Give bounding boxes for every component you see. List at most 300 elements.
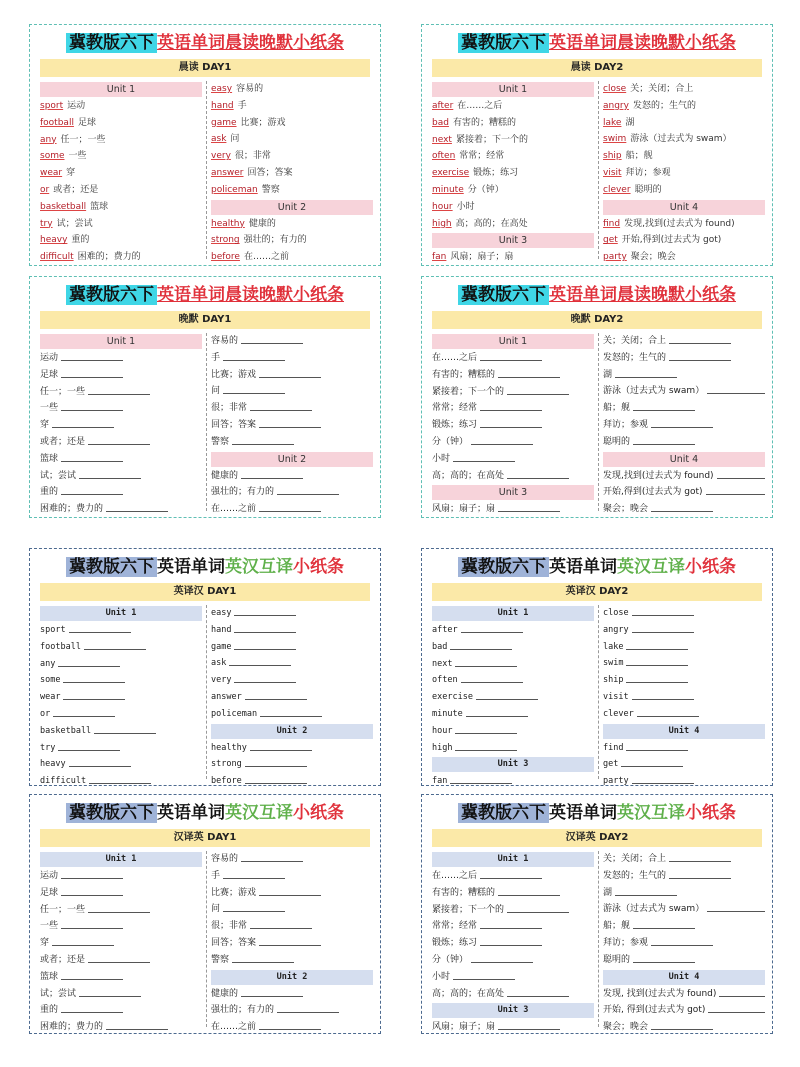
answer-blank-line	[79, 478, 141, 479]
title-publisher: 冀教版六下	[66, 33, 157, 53]
dictation-entry	[211, 901, 373, 918]
prompt-text: sport	[40, 625, 66, 635]
prompt-text: 一些	[40, 921, 59, 932]
english-word: lake	[603, 117, 622, 128]
prompt-text: heavy	[40, 759, 66, 770]
column-divider	[206, 605, 207, 779]
day-label: 晚默 DAY2	[432, 311, 762, 329]
chinese-meaning: 开始,得到(过去式为 got)	[621, 235, 722, 246]
chinese-meaning: 有害的；糟糕的	[452, 117, 516, 128]
title-slip: 小纸条	[293, 803, 344, 823]
english-word: party	[603, 252, 627, 263]
prompt-text: 很；非常	[211, 403, 248, 414]
dictation-entry	[211, 918, 373, 935]
dictation-entry	[211, 622, 373, 639]
answer-blank-line	[633, 928, 695, 929]
answer-blank-line	[52, 427, 114, 428]
chinese-meaning: 关；关闭；合上	[630, 84, 694, 94]
dictation-entry	[40, 400, 202, 417]
answer-blank-line	[632, 783, 694, 784]
answer-blank-line	[615, 377, 677, 378]
card-evening-day2	[421, 276, 773, 518]
prompt-text: 高；高的；在高处	[432, 470, 505, 481]
word-entry	[40, 216, 202, 233]
dictation-entry	[603, 868, 765, 885]
dictation-entry	[432, 1019, 594, 1036]
english-word: policeman	[211, 184, 258, 195]
prompt-text: 拜访；参观	[603, 937, 649, 948]
answer-blank-line	[466, 716, 528, 717]
title-translate: 英汉互译	[617, 803, 685, 823]
dictation-entry	[603, 434, 765, 451]
prompt-text: after	[432, 625, 458, 635]
unit-header: Unit 3	[432, 757, 594, 772]
column-divider	[206, 81, 207, 259]
word-entry	[603, 232, 765, 249]
chinese-meaning: 常常；经常	[459, 151, 505, 162]
title-subject: 英语单词	[549, 285, 617, 305]
answer-blank-line	[507, 478, 569, 479]
day-label: 英译汉 DAY2	[432, 583, 762, 601]
dictation-entry	[432, 935, 594, 952]
right-column	[211, 333, 373, 518]
prompt-text: 任一；一些	[40, 386, 86, 397]
answer-blank-line	[719, 996, 765, 997]
unit-header: Unit 1	[432, 82, 594, 97]
chinese-meaning: 困难的；费力的	[77, 252, 141, 263]
english-word: healthy	[211, 218, 245, 229]
dictation-entry	[211, 400, 373, 417]
dictation-entry	[40, 689, 202, 706]
answer-blank-line	[707, 393, 765, 394]
title-publisher: 冀教版六下	[66, 803, 157, 823]
unit-header: Unit 1	[432, 852, 594, 867]
answer-blank-line	[259, 1029, 321, 1030]
english-word: after	[432, 101, 454, 111]
unit-header: Unit 1	[432, 606, 594, 621]
dictation-entry	[432, 868, 594, 885]
prompt-text: 篮球	[40, 453, 59, 464]
chinese-meaning: 篮球	[90, 201, 109, 212]
card-morning-day2	[421, 24, 773, 266]
title-publisher: 冀教版六下	[458, 803, 549, 823]
chinese-meaning: 或者；还是	[53, 184, 99, 195]
answer-blank-line	[61, 410, 123, 411]
dictation-entry	[432, 451, 594, 468]
answer-blank-line	[88, 394, 150, 395]
prompt-text: 小时	[432, 971, 451, 982]
answer-blank-line	[61, 494, 123, 495]
dictation-entry	[40, 868, 202, 885]
english-word: or	[40, 184, 50, 195]
word-entry	[40, 148, 202, 165]
dictation-entry	[211, 773, 373, 790]
prompt-text: 船；舰	[603, 921, 631, 932]
dictation-entry	[603, 468, 765, 485]
prompt-text: 常常；经常	[432, 403, 478, 414]
dictation-entry	[432, 689, 594, 706]
answer-blank-line	[708, 1012, 765, 1013]
left-column	[40, 605, 202, 790]
chinese-meaning: 紧接着；下一个的	[455, 134, 528, 145]
chinese-meaning: 任一；一些	[60, 134, 106, 145]
prompt-text: 很；非常	[211, 921, 248, 932]
chinese-meaning: 在……之后	[457, 101, 503, 111]
column-divider	[206, 333, 207, 511]
english-word: close	[603, 84, 627, 94]
prompt-text: 或者；还是	[40, 436, 86, 447]
prompt-text: 困难的；费力的	[40, 504, 104, 515]
answer-blank-line	[88, 962, 150, 963]
dictation-entry	[211, 367, 373, 384]
dictation-entry	[432, 656, 594, 673]
answer-blank-line	[669, 343, 731, 344]
english-word: clever	[603, 184, 631, 195]
answer-blank-line	[89, 783, 151, 784]
right-column	[211, 81, 373, 266]
answer-blank-line	[669, 878, 731, 879]
english-word: minute	[432, 184, 464, 195]
prompt-text: 或者；还是	[40, 954, 86, 965]
chinese-meaning: 试；尝试	[56, 218, 93, 229]
prompt-text: 发现,找到(过去式为 found)	[603, 470, 714, 481]
chinese-meaning: 很；非常	[234, 151, 271, 162]
english-word: visit	[603, 167, 622, 178]
answer-blank-line	[651, 945, 713, 946]
prompt-text: 困难的；费力的	[40, 1022, 104, 1033]
answer-blank-line	[259, 377, 321, 378]
prompt-text: 警察	[211, 954, 230, 965]
unit-header: Unit 1	[40, 852, 202, 867]
answer-blank-line	[476, 699, 538, 700]
word-entry	[432, 148, 594, 165]
dictation-entry	[432, 723, 594, 740]
answer-blank-line	[455, 750, 517, 751]
prompt-text: 常常；经常	[432, 921, 478, 932]
prompt-text: 穿	[40, 420, 50, 431]
answer-blank-line	[277, 1012, 339, 1013]
prompt-text: 健康的	[211, 988, 239, 999]
title-translate: 英汉互译	[617, 557, 685, 577]
title-translate: 英汉互译	[225, 803, 293, 823]
dictation-entry	[603, 333, 765, 350]
answer-blank-line	[241, 861, 303, 862]
dictation-entry	[211, 1002, 373, 1019]
prompt-text: 在……之后	[432, 871, 478, 881]
chinese-meaning: 高；高的；在高处	[455, 218, 528, 229]
dictation-entry	[40, 367, 202, 384]
english-word: hour	[432, 201, 453, 212]
answer-blank-line	[232, 444, 294, 445]
prompt-text: 在……之后	[432, 353, 478, 363]
dictation-entry	[211, 952, 373, 969]
answer-blank-line	[706, 494, 766, 495]
title-slip: 小纸条	[685, 803, 736, 823]
prompt-text: 湖	[603, 887, 613, 898]
dictation-entry	[211, 605, 373, 622]
dictation-entry	[40, 902, 202, 919]
dictation-entry	[603, 901, 765, 918]
left-column	[432, 333, 594, 518]
prompt-text: 试；尝试	[40, 470, 77, 481]
answer-blank-line	[88, 444, 150, 445]
left-column	[40, 333, 202, 518]
day-label: 晨读 DAY1	[40, 59, 370, 77]
column-divider	[598, 81, 599, 259]
answer-blank-line	[277, 494, 339, 495]
answer-blank-line	[63, 699, 125, 700]
dictation-entry	[40, 1019, 202, 1036]
word-entry	[432, 132, 594, 149]
chinese-meaning: 风扇；扇子；扇	[450, 252, 514, 263]
day-label: 晨读 DAY2	[432, 59, 762, 77]
dictation-entry	[211, 417, 373, 434]
right-column	[211, 851, 373, 1036]
dictation-entry	[40, 434, 202, 451]
word-entry	[432, 165, 594, 182]
dictation-entry	[603, 935, 765, 952]
chinese-meaning: 聚会；晚会	[630, 252, 676, 263]
prompt-text: 任一；一些	[40, 904, 86, 915]
dictation-entry	[603, 706, 765, 723]
answer-blank-line	[450, 649, 512, 650]
unit-header: Unit 2	[211, 724, 373, 739]
title-slip: 小纸条	[293, 557, 344, 577]
answer-blank-line	[632, 615, 694, 616]
answer-blank-line	[450, 783, 512, 784]
dictation-entry	[40, 417, 202, 434]
english-word: sport	[40, 101, 64, 111]
answer-blank-line	[223, 911, 285, 912]
dictation-entry	[211, 333, 373, 350]
word-entry	[432, 249, 594, 266]
answer-blank-line	[245, 766, 307, 767]
chinese-meaning: 运动	[67, 101, 86, 111]
word-entry	[40, 182, 202, 199]
prompt-text: 聪明的	[603, 954, 631, 965]
title-slip: 晨读晚默小纸条	[225, 285, 344, 305]
dictation-entry	[40, 1002, 202, 1019]
dictation-entry	[432, 468, 594, 485]
word-entry	[211, 232, 373, 249]
unit-header: Unit 4	[603, 970, 765, 985]
left-column	[40, 851, 202, 1036]
unit-header: Unit 2	[211, 200, 373, 215]
answer-blank-line	[61, 895, 123, 896]
prompt-text: lake	[603, 641, 624, 652]
answer-blank-line	[61, 1012, 123, 1013]
right-column	[211, 605, 373, 790]
prompt-text: 锻炼；练习	[432, 938, 478, 949]
title-publisher: 冀教版六下	[66, 557, 157, 577]
dictation-entry	[40, 935, 202, 952]
prompt-text: 在……之前	[211, 1022, 257, 1033]
prompt-text: 手	[211, 352, 221, 363]
dictation-entry	[40, 622, 202, 639]
dictation-entry	[40, 918, 202, 935]
prompt-text: 游泳（过去式为 swam）	[603, 904, 705, 915]
dictation-entry	[211, 885, 373, 902]
english-word: wear	[40, 168, 63, 179]
chinese-meaning: 船；舰	[625, 151, 653, 162]
answer-blank-line	[241, 996, 303, 997]
english-word: before	[211, 252, 240, 263]
answer-blank-line	[651, 1029, 713, 1030]
answer-blank-line	[241, 343, 303, 344]
english-word: find	[603, 218, 621, 229]
word-entry	[432, 182, 594, 199]
prompt-text: 手	[211, 870, 221, 881]
unit-header: Unit 4	[603, 452, 765, 467]
word-entry	[211, 131, 373, 148]
chinese-meaning: 强壮的；有力的	[243, 235, 307, 246]
left-column	[432, 81, 594, 266]
prompt-text: hour	[432, 725, 453, 736]
answer-blank-line	[626, 665, 688, 666]
title-subject: 英语单词	[157, 285, 225, 305]
title-slip: 小纸条	[685, 557, 736, 577]
prompt-text: 开始, 得到(过去式为 got)	[603, 1005, 706, 1016]
word-entry	[211, 216, 373, 233]
dictation-entry	[432, 417, 594, 434]
dictation-entry	[603, 605, 765, 622]
answer-blank-line	[626, 682, 688, 683]
chinese-meaning: 手	[237, 100, 247, 111]
dictation-entry	[211, 756, 373, 773]
answer-blank-line	[507, 912, 569, 913]
english-word: heavy	[40, 235, 68, 246]
unit-header: Unit 1	[40, 606, 202, 621]
title-subject: 英语单词	[549, 33, 617, 53]
answer-blank-line	[106, 1029, 168, 1030]
prompt-text: 一些	[40, 403, 59, 414]
answer-blank-line	[223, 393, 285, 394]
english-word: try	[40, 218, 53, 229]
answer-blank-line	[480, 410, 542, 411]
answer-blank-line	[637, 716, 699, 717]
answer-blank-line	[633, 962, 695, 963]
word-entry	[40, 115, 202, 132]
prompt-text: 风扇；扇子；扇	[432, 1022, 496, 1033]
word-entry	[432, 115, 594, 132]
answer-blank-line	[633, 444, 695, 445]
prompt-text: get	[603, 759, 619, 770]
prompt-text: 容易的	[211, 854, 239, 864]
prompt-text: 发怒的；生气的	[603, 870, 667, 881]
left-column	[40, 81, 202, 266]
right-column	[603, 81, 765, 266]
prompt-text: 高；高的；在高处	[432, 988, 505, 999]
dictation-entry	[432, 773, 594, 790]
answer-blank-line	[61, 928, 123, 929]
dictation-entry	[40, 451, 202, 468]
prompt-text: party	[603, 776, 629, 787]
unit-header: Unit 2	[211, 452, 373, 467]
dictation-entry	[432, 918, 594, 935]
dictation-entry	[40, 706, 202, 723]
word-entry	[211, 249, 373, 266]
chinese-meaning: 重的	[71, 235, 90, 246]
prompt-text: find	[603, 742, 624, 753]
answer-blank-line	[52, 945, 114, 946]
dictation-entry	[211, 672, 373, 689]
title-subject: 英语单词	[157, 33, 225, 53]
answer-blank-line	[79, 996, 141, 997]
dictation-entry	[432, 986, 594, 1003]
prompt-text: 回答；答案	[211, 419, 257, 430]
english-word: hand	[211, 100, 234, 111]
english-word: high	[432, 218, 452, 229]
answer-blank-line	[651, 511, 713, 512]
english-word: fan	[432, 252, 447, 263]
english-word: basketball	[40, 201, 87, 212]
word-entry	[603, 148, 765, 165]
answer-blank-line	[234, 632, 296, 633]
chinese-meaning: 比赛；游戏	[240, 117, 286, 128]
left-column	[432, 605, 594, 790]
title-translate: 英汉互译	[225, 557, 293, 577]
english-word: football	[40, 117, 74, 128]
answer-blank-line	[234, 615, 296, 616]
chinese-meaning: 锻炼；练习	[473, 168, 519, 179]
right-column	[603, 333, 765, 518]
dictation-entry	[432, 969, 594, 986]
prompt-text: 发怒的；生气的	[603, 352, 667, 363]
dictation-entry	[432, 639, 594, 656]
title-publisher: 冀教版六下	[66, 285, 157, 305]
word-entry	[40, 132, 202, 149]
prompt-text: 穿	[40, 938, 50, 949]
prompt-text: 风扇；扇子；扇	[432, 504, 496, 515]
dictation-entry	[211, 935, 373, 952]
answer-blank-line	[69, 632, 131, 633]
chinese-meaning: 问	[230, 134, 240, 145]
answer-blank-line	[61, 377, 123, 378]
chinese-meaning: 一些	[68, 151, 87, 162]
chinese-meaning: 穿	[66, 168, 76, 179]
dictation-entry	[603, 918, 765, 935]
chinese-meaning: 回答；答案	[247, 167, 293, 178]
dictation-entry	[603, 1019, 765, 1036]
dictation-entry	[603, 639, 765, 656]
prompt-text: easy	[211, 608, 232, 618]
dictation-entry	[211, 740, 373, 757]
dictation-entry	[40, 885, 202, 902]
column-divider	[598, 851, 599, 1027]
dictation-entry	[40, 484, 202, 501]
prompt-text: 锻炼；练习	[432, 420, 478, 431]
prompt-text: difficult	[40, 776, 87, 787]
english-word: strong	[211, 235, 240, 246]
dictation-entry	[432, 367, 594, 384]
dictation-entry	[603, 383, 765, 400]
answer-blank-line	[245, 783, 307, 784]
day-label: 晚默 DAY1	[40, 311, 370, 329]
word-entry	[40, 232, 202, 249]
dictation-entry	[603, 756, 765, 773]
dictation-entry	[603, 367, 765, 384]
prompt-text: very	[211, 675, 232, 686]
answer-blank-line	[480, 945, 542, 946]
word-entry	[603, 249, 765, 266]
english-word: exercise	[432, 168, 470, 179]
dictation-entry	[40, 723, 202, 740]
prompt-text: fan	[432, 776, 448, 787]
title-slip: 晨读晚默小纸条	[617, 33, 736, 53]
word-entry	[603, 98, 765, 115]
dictation-entry	[40, 773, 202, 790]
answer-blank-line	[223, 878, 285, 879]
